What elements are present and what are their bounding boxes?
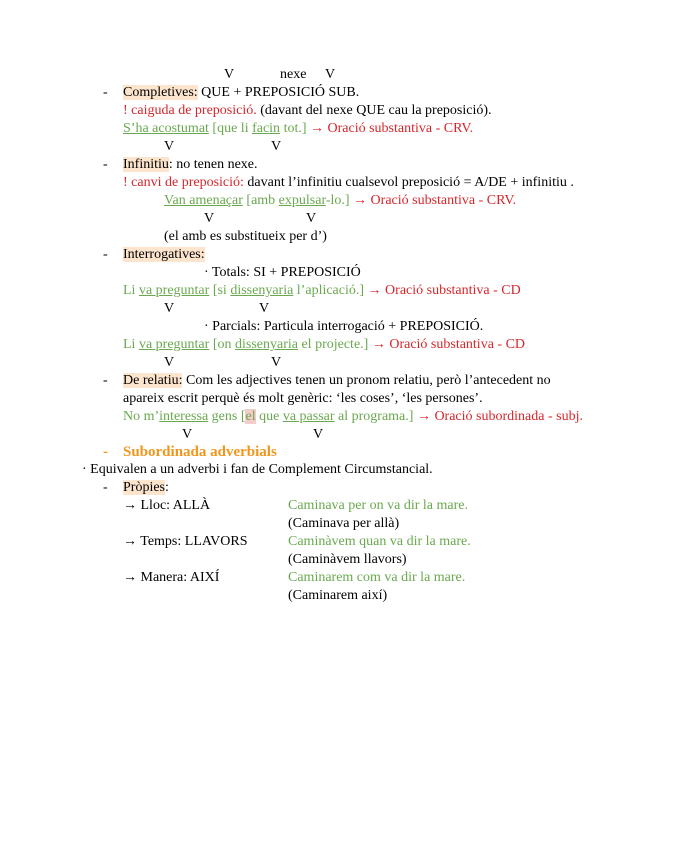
relatiu-continuation: apareix escrit perquè és molt genèric: ‘les coses’, ‘les persones’. <box>123 391 483 406</box>
infinitiu-remark: (el amb es substitueix per d’) <box>164 229 327 244</box>
propies-line: Pròpies: <box>123 480 169 495</box>
totals-rule: · Totals: SI + PREPOSICIÓ <box>204 265 361 280</box>
verb-marker: V <box>306 211 317 226</box>
verb-marker: V <box>271 355 282 370</box>
list-bullet: - <box>103 480 108 495</box>
parcials-example: Li va preguntar [on dissenyaria el projecte.] → Oració substantiva - CD <box>123 337 526 352</box>
verb-marker: V <box>182 427 193 442</box>
list-bullet: - <box>103 85 108 100</box>
parcials-rule: · Parcials: Particula interrogació + PREPOSICIÓ. <box>204 319 484 334</box>
completives-note: ! caiguda de preposició. (davant del nexe QUE cau la preposició). <box>123 103 492 118</box>
temps-substitution: (Caminàvem llavors) <box>288 552 407 567</box>
verb-marker: V <box>164 301 175 316</box>
completives-label: Completives: <box>123 85 198 100</box>
relatiu-label: De relatiu: <box>123 373 183 388</box>
verb-marker: V <box>271 139 282 154</box>
completives-example: S’ha acostumat [que li facin tot.] → Oració substantiva - CRV. <box>123 121 474 136</box>
verb-marker: V <box>313 427 324 442</box>
manera-example: Caminarem com va dir la mare. <box>288 570 466 585</box>
propies-label: Pròpies <box>123 480 165 495</box>
relatiu-example: No m’interessa gens [el que va passar al programa.] → Oració subordinada - subj. <box>123 409 583 424</box>
nexe-marker: nexe <box>280 67 307 82</box>
adverbials-intro: · Equivalen a un adverbi i fan de Complement Circumstancial. <box>82 462 433 477</box>
totals-example: Li va preguntar [si dissenyaria l’aplicació.] → Oració substantiva - CD <box>123 283 521 298</box>
verb-marker: V <box>164 139 175 154</box>
verb-marker: V <box>204 211 215 226</box>
interrogatives-label: Interrogatives: <box>123 247 205 262</box>
lloc-substitution: (Caminava per allà) <box>288 516 400 531</box>
infinitiu-line: Infinitiu: no tenen nexe. <box>123 157 258 172</box>
list-bullet: - <box>103 157 108 172</box>
verb-marker: V <box>325 67 336 82</box>
adverbials-heading: Subordinada adverbials <box>123 444 277 460</box>
infinitiu-note: ! canvi de preposició: davant l’infinitiu cualsevol preposició = A/DE + infinitiu . <box>123 175 574 190</box>
manera-substitution: (Caminarem així) <box>288 588 388 603</box>
list-bullet: - <box>103 444 108 460</box>
list-bullet: - <box>103 247 108 262</box>
list-bullet: - <box>103 373 108 388</box>
verb-marker: V <box>224 67 235 82</box>
infinitiu-label: Infinitiu <box>123 157 169 172</box>
lloc-example: Caminava per on va dir la mare. <box>288 498 468 513</box>
temps-example: Caminàvem quan va dir la mare. <box>288 534 471 549</box>
relatiu-line: De relatiu: Com les adjectives tenen un pronom relatiu, però l’antecedent no <box>123 373 551 388</box>
verb-marker: V <box>164 355 175 370</box>
interrogatives-line <box>123 246 205 264</box>
temps-label: → Temps: LLAVORS <box>123 534 248 549</box>
lloc-label: → Lloc: ALLÀ <box>123 498 211 513</box>
infinitiu-example: Van amenaçar [amb expulsar-lo.] → Oració substantiva - CRV. <box>164 193 517 208</box>
manera-label: → Manera: AIXÍ <box>123 570 220 585</box>
verb-marker: V <box>259 301 270 316</box>
completives-line: Completives: QUE + PREPOSICIÓ SUB. <box>123 85 360 100</box>
